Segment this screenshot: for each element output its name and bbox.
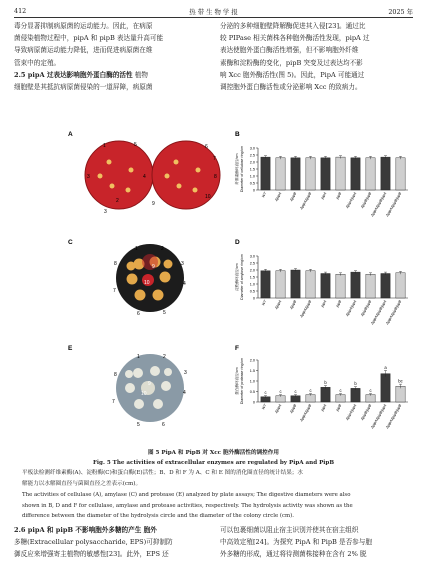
plate-number: 1 [103,143,106,149]
x-tick-label: ΔpipAΔpipB [299,299,313,319]
y-tick-label: 0 [252,296,255,301]
y-tick-label: 1.0 [249,379,255,384]
bar [366,274,375,298]
bar [366,158,375,190]
x-tick-label: ΔpipAΔpipB/pipB [385,403,403,430]
x-tick-label: pipA [320,191,328,200]
plate-number: 1 [137,354,140,360]
section-heading-2-5: 2.5 pipA 过表达影响胞外蛋白酶的活性 [14,70,133,79]
x-tick-label: ΔpipA/pipA [345,403,358,421]
bar-chart-d [234,254,408,326]
section-heading-2-6: 2.6 pipA 和 pipB 不影响胞外多糖的产生 胞外 [14,526,157,534]
bar [336,395,345,402]
y-axis-label: Diameter of cellulose ring/cm [240,145,244,193]
plate-number: 3 [104,209,107,215]
plate-number: 3 [184,370,187,376]
text-line: 多糖(Extracellular polysaccharide, EPS)可抑制防 [14,538,173,547]
panel-label-b: B [235,131,240,138]
x-tick-label: ΔpipAΔpipB/pipA [370,191,388,218]
page-number: 412 [14,7,27,15]
bar [291,270,300,298]
plate-number: 2 [161,246,164,252]
bar [261,157,270,190]
plate-number: 9 [152,201,155,207]
bar-chart-b [234,146,408,218]
y-tick-label: 0.5 [249,289,255,294]
plate-e [116,354,184,422]
x-tick-label: WT [261,191,268,199]
y-tick-label: 0.5 [249,181,255,186]
text-line: 响 Xcc 胞外酶活性(图 5)。因此，PipA 可能通过 [220,70,365,79]
caption-line: The activities of cellulase (A), amylase (C) and protease (E) analyzed by plate assays; The digestive diameters were also [22,492,351,498]
text-line: 菌侵染植物过程中，pipA 和 pipB 表达量升高可能 [14,34,164,43]
x-tick-label: ΔpipA/pipA [345,299,358,317]
y-axis-label: 纤维素酶环直径/cm [235,153,239,185]
x-tick-label: ΔpipAΔpipB/pipA [370,403,388,430]
x-tick-label: pipB [335,191,343,200]
text-line: 中高效定殖[24]。为探究 PipA 和 PipB 是否参与胞 [220,538,372,547]
y-axis-label: 淀粉酶环直径/cm [235,263,239,291]
bar [291,158,300,190]
panel-label-d: D [235,239,240,246]
plate-number: 5 [163,310,166,316]
significance-label: c [309,388,312,394]
y-tick-label: 1.0 [249,174,255,179]
panel-label-e: E [68,345,73,352]
caption-line: shown in B, D and F for cellulase, amylase and protease activities, respectively. The hydrolysis activity was shown as the [22,502,353,509]
x-tick-label: WT [261,403,268,411]
plate-number: 8 [114,261,117,267]
x-tick-label: ΔpipAΔpipB/pipB [385,191,403,218]
text-line: 较 PIPase 相关菌株各种胞外酶活性发现，pipA 过 [220,34,370,43]
x-tick-label: pipA [320,403,328,412]
x-tick-label: WT [261,299,268,307]
x-tick-label: pipB [335,403,343,412]
y-tick-label: 2.0 [249,160,255,165]
y-tick-label: 1.5 [249,167,255,172]
x-tick-label: ΔpipB/pipB [360,403,373,421]
bar [306,395,315,402]
plate-number: 9 [148,381,151,387]
plate-number: 3 [181,261,184,267]
bar [351,158,360,190]
y-tick-label: 1.5 [249,369,255,373]
y-tick-label: 0.5 [249,390,255,394]
caption-line: 平板法检测纤维素酶(A)、淀粉酶(C)和蛋白酶(E)活性；B、D 和 F 为 A、C 和 E 图的消化圈直径的统计结果；水 [22,470,303,476]
y-tick-label: 2.5 [249,153,255,158]
bar [321,387,330,402]
significance-label: c [294,389,297,395]
x-tick-label: ΔpipAΔpipB [299,403,313,423]
plate-number: 5 [137,422,140,428]
significance-label: c [339,388,342,394]
y-tick-label: 2.5 [249,261,255,266]
bar [396,158,405,190]
plate-number: 7 [113,288,116,294]
plate-number: 6 [137,311,140,317]
text-line: 植物 [134,70,148,79]
bar [381,374,390,402]
x-tick-label: ΔpipB/pipB [360,299,373,317]
bar [321,158,330,190]
y-axis-label: Diameter of amylose ring/cm [240,254,244,300]
text-line: 管束中的定殖。 [14,58,61,67]
text-line: 御反应来增强寄主植物的敏感性[23]。此外，EPS 还 [14,550,169,559]
bar [336,157,345,190]
plate-number: 7 [112,399,115,405]
plate-number: 4 [143,174,146,180]
bar [306,158,315,190]
panel-label-a: A [68,131,73,138]
panel-label-c: C [68,239,73,246]
text-line: 素酶和淀粉酶的变化，pipB 突变及过表达均不影 [220,58,363,67]
bar [351,272,360,298]
significance-label: c [264,390,267,396]
x-tick-label: ΔpipA [274,191,283,202]
plate-number: 9 [152,264,155,270]
plate-number: 8 [214,174,217,180]
x-tick-label: ΔpipB [289,403,298,414]
caption-line: difference between the diameter of the hydrolysis circle and the diameter of the colony circle (cm). [22,513,294,519]
journal-name: 热 带 生 物 学 报 [189,8,238,16]
panel-label-f: F [235,345,239,352]
caption-desc-cn [22,468,413,489]
plate-number: 6 [205,144,208,150]
y-tick-label: 2.0 [249,268,255,273]
x-tick-label: ΔpipB/pipB [360,191,373,209]
plate-c [116,244,184,312]
plate-number: 4 [183,281,186,287]
text-line: 毒分显著抑制病原菌的运动能力。因此，在病原 [14,22,153,30]
x-tick-label: ΔpipAΔpipB/pipA [370,299,388,326]
bar [276,271,285,298]
x-tick-label: ΔpipB [289,191,298,202]
plate-number: 3 [87,174,90,180]
bar [336,274,345,298]
bar [381,157,390,190]
y-tick-label: 1.5 [249,275,255,280]
y-tick-label: 3.0 [249,254,255,259]
x-tick-label: ΔpipA/pipA [345,191,358,209]
plate-number: 2 [163,354,166,360]
text-line: 外多糖的形成，通过将待测菌株接种在含有 2% 脱 [220,550,367,559]
plate-number: 6 [162,422,165,428]
bar [351,388,360,402]
text-line: 表达使胞外蛋白酶活性增强，但不影响胞外纤维 [220,46,359,55]
significance-label: c [369,388,372,394]
figure-caption-en: Fig. 5 The activities of extracellular enzymes are regulated by PipA and PipB [92,460,335,466]
significance-label: b [354,381,357,387]
y-tick-label: 1.0 [249,282,255,287]
text-line: 可以包裹细菌以阻止宿主识别并使其在宿主组织 [220,526,359,534]
significance-label: c [279,389,282,395]
x-tick-label: pipB [335,299,343,308]
bar [366,395,375,402]
x-tick-label: ΔpipAΔpipB [299,191,313,211]
x-tick-label: ΔpipAΔpipB/pipB [385,299,403,326]
caption-desc-en [22,490,413,522]
text-line: 调控胞外蛋白酶活性或分泌影响 Xcc 的致病力。 [220,83,362,92]
bar [261,271,270,298]
bar [276,158,285,190]
x-tick-label: ΔpipA [274,403,283,414]
plate-number: 10 [144,280,150,286]
x-tick-label: pipA [320,299,328,308]
text-line: 细胞壁是其抵抗病原菌侵染的一道屏障，病原菌 [14,83,153,92]
y-tick-label: 0 [252,188,255,193]
caption-line: 解能力以水解圈直径与菌圈直径之差表示(cm)。 [22,480,142,487]
plate-number: 8 [114,372,117,378]
bar [321,274,330,299]
bottom-right-column [220,524,413,561]
bar [396,386,405,402]
x-tick-label: ΔpipA [274,299,283,310]
plate-number: 10 [141,391,147,397]
significance-label: bc [398,378,403,384]
y-tick-label: 2.0 [249,358,255,363]
bar [306,271,315,298]
figure-caption-cn: 图 5 PipA 和 PipB 对 Xcc 胞外酶活性的调控作用 [148,450,279,456]
bar [381,274,390,299]
x-tick-label: ΔpipB [289,299,298,310]
header-year: 2025 年 [388,8,413,16]
plate-number: 2 [116,198,119,204]
significance-label: b [324,380,327,386]
plate-number: 4 [183,390,186,396]
plate-number: 7 [213,156,216,162]
y-axis-label: Diameter of protease ring/cm [240,357,244,405]
significance-label: a [384,365,387,370]
text-line: 导致病原菌运动能力降低，进而促进病原菌在维 [14,46,153,55]
plate-number: 10 [205,194,211,200]
plate-number: 1 [135,246,138,252]
y-tick-label: 3.0 [249,146,255,151]
text-line: 分泌的多种细胞壁降解酶促进其入侵[23]。通过比 [220,22,366,30]
y-tick-label: 0 [252,400,255,405]
plate-number: 5 [134,142,137,148]
bar-chart-f [234,358,408,430]
bottom-left-column [14,524,206,561]
y-axis-label: 蛋白酶环直径/cm [235,367,239,395]
bar [396,273,405,298]
